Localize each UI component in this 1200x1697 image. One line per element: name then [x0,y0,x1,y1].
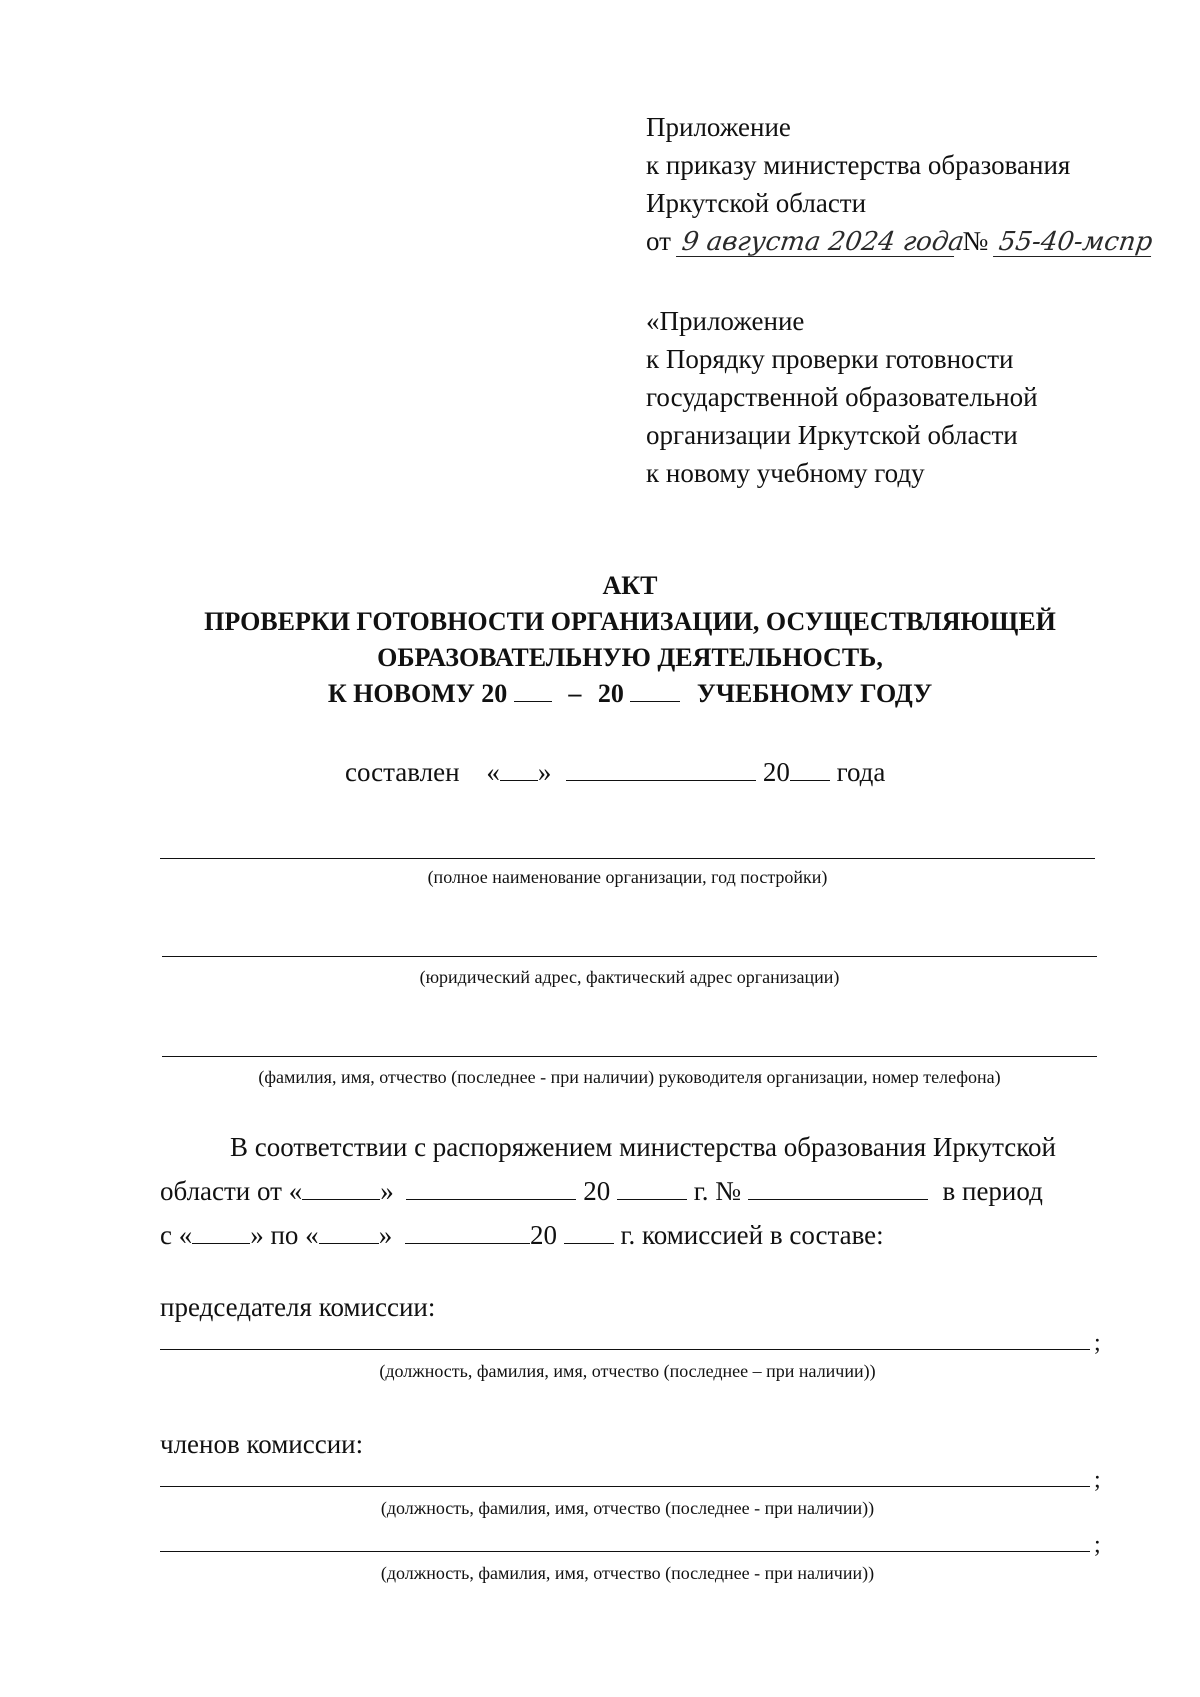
body-line-1: В соответствии с распоряжением министерства образования Иркутской [230,1132,1056,1162]
chairman-semicolon: ; [1094,1330,1101,1356]
composed-close-quote: » [537,757,552,787]
member-2-line[interactable] [160,1551,1090,1552]
body-line-2-period: в период [942,1176,1043,1206]
composed-year-prefix: 20 [762,757,790,787]
appendix-line-5: к новому учебному году [646,458,925,488]
member-1-semicolon: ; [1094,1467,1101,1493]
handwritten-date: 9 августа 2024 года [676,228,958,257]
head-caption: (фамилия, имя, отчество (последнее - при наличии) руководителя организации, номер телефона) [258,1067,1001,1087]
blank-order-day[interactable] [302,1177,380,1200]
composed-suffix: года [836,757,886,787]
blank-year[interactable] [790,758,830,781]
address-caption: (юридический адрес, фактический адрес организации) [419,967,840,987]
header-line-2: к приказу министерства образования [646,150,1071,180]
chairman-label: председателя комиссии: [160,1292,436,1322]
title-year-prefix-1: К НОВОМУ 20 [327,679,508,708]
composed-line [345,750,885,794]
member-2-semicolon: ; [1094,1532,1101,1558]
header-order-line [646,222,1166,260]
body-line-2-from: области от « [160,1176,303,1206]
member-1-line[interactable] [160,1486,1090,1487]
body-line-3-close-quote: » [378,1220,393,1250]
title-line-4 [120,676,1140,712]
blank-period-start[interactable] [192,1221,250,1244]
title-line-2: ПРОВЕРКИ ГОТОВНОСТИ ОРГАНИЗАЦИИ, ОСУЩЕСТВЛЯЮЩЕЙ [204,607,1056,636]
body-line-3-year-prefix: 20 [529,1220,557,1250]
org-name-caption: (полное наименование организации, год постройки) [427,867,828,887]
header-line-1: Приложение [646,112,791,142]
from-label: от [646,226,671,256]
body-line-2-close-quote: » [380,1176,394,1206]
member-2-caption: (должность, фамилия, имя, отчество (последнее - при наличии)) [380,1563,875,1583]
title-school-year: УЧЕБНОМУ ГОДУ [696,679,933,708]
appendix-line-2: к Порядку проверки готовности [646,344,1014,374]
appendix-line-1: «Приложение [646,306,805,336]
composed-open-quote: « [486,757,500,787]
body-line-3-commission: г. комиссией в составе: [620,1220,884,1250]
body-line-3 [160,1213,884,1257]
appendix-line-4: организации Иркутской области [646,420,1018,450]
members-label: членов комиссии: [160,1429,364,1459]
blank-order-month[interactable] [406,1177,576,1200]
blank-order-number[interactable] [748,1177,928,1200]
address-line[interactable] [162,956,1097,957]
number-label: № [962,226,989,256]
chairman-line[interactable] [160,1349,1090,1350]
title-act: АКТ [602,571,658,600]
chairman-caption: (должность, фамилия, имя, отчество (последнее – при наличии)) [379,1361,876,1381]
composed-label: составлен [345,757,460,787]
blank-order-year[interactable] [617,1177,687,1200]
head-line[interactable] [162,1056,1097,1057]
body-line-3-to: » по « [250,1220,319,1250]
body-line-2-number-label: г. № [693,1176,741,1206]
blank-year-1[interactable] [514,679,552,702]
title-line-3: ОБРАЗОВАТЕЛЬНУЮ ДЕЯТЕЛЬНОСТЬ, [377,643,883,672]
title-dash: – [568,679,582,708]
blank-period-month[interactable] [405,1221,530,1244]
blank-year-2[interactable] [630,679,680,702]
blank-period-year[interactable] [564,1221,614,1244]
title-year-prefix-2: 20 [597,679,624,708]
org-name-line[interactable] [160,858,1095,859]
handwritten-number: 55-40-мспр [993,228,1155,257]
body-line-3-from: с « [160,1220,193,1250]
appendix-line-3: государственной образовательной [646,382,1038,412]
header-line-3: Иркутской области [646,188,867,218]
member-1-caption: (должность, фамилия, имя, отчество (последнее - при наличии)) [380,1498,875,1518]
body-line-2 [160,1169,1043,1213]
blank-day[interactable] [500,758,538,781]
blank-period-end[interactable] [319,1221,379,1244]
body-line-2-year-prefix: 20 [583,1176,611,1206]
blank-month[interactable] [566,758,756,781]
